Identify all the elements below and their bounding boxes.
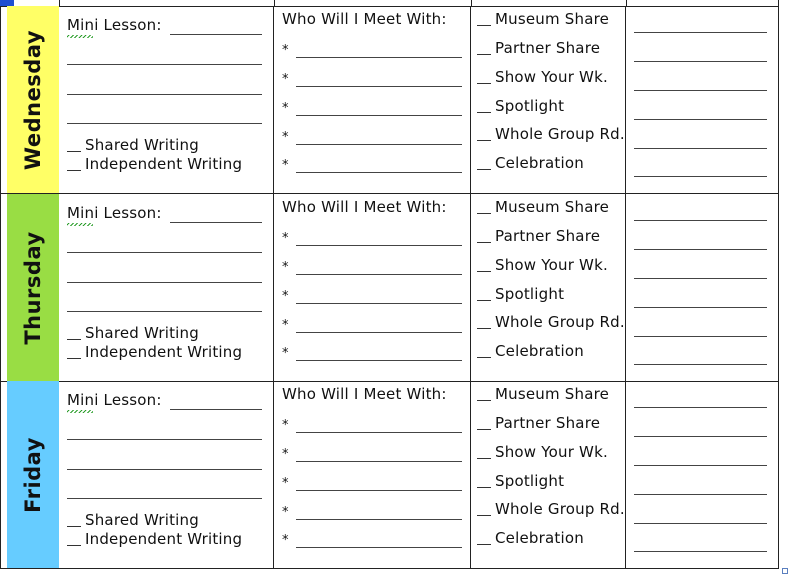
bullet: * [282,418,289,433]
checkbox-blank[interactable] [477,316,491,329]
meet-with-line[interactable] [296,172,462,173]
notes-line[interactable] [634,148,767,149]
mini-lesson-line[interactable] [67,439,262,440]
shared-writing-option[interactable]: Shared Writing [67,511,199,529]
mini-lesson-label: Mini Lesson: [67,204,162,222]
meet-with-header: Who Will I Meet With: [282,10,447,28]
notes-line[interactable] [634,307,767,308]
checkbox-blank[interactable] [67,514,81,527]
meet-with-header: Who Will I Meet With: [282,198,447,216]
mini-lesson-line[interactable] [67,94,262,95]
share-option[interactable]: Spotlight [477,285,564,303]
mini-lesson-cell [59,381,274,568]
meet-with-cell [274,194,471,381]
mini-lesson-line[interactable] [67,252,262,253]
mini-lesson-line[interactable] [67,498,262,499]
spellcheck-underline [67,35,93,38]
meet-with-line[interactable] [296,144,462,145]
share-option[interactable]: Museum Share [477,198,609,216]
bullet: * [282,101,289,116]
share-option[interactable]: Spotlight [477,472,564,490]
checkbox-blank[interactable] [67,327,81,340]
share-option[interactable]: Celebration [477,154,584,172]
share-option[interactable]: Spotlight [477,97,564,115]
notes-line[interactable] [634,364,767,365]
day-cell [0,6,59,193]
checkbox-blank[interactable] [477,446,491,459]
meet-with-line[interactable] [296,57,462,58]
mini-lesson-line[interactable] [67,469,262,470]
share-option[interactable]: Show Your Wk. [477,443,608,461]
share-option[interactable]: Celebration [477,342,584,360]
notes-line[interactable] [634,119,767,120]
shared-writing-option[interactable]: Shared Writing [67,324,199,342]
bullet: * [282,346,289,361]
meet-with-line[interactable] [296,245,462,246]
meet-with-line[interactable] [296,461,462,462]
meet-with-line[interactable] [296,115,462,116]
mini-lesson-label: Mini Lesson: [67,391,162,409]
notes-line[interactable] [634,61,767,62]
meet-with-cell [274,381,471,568]
independent-writing-option[interactable]: Independent Writing [67,155,242,173]
bullet: * [282,533,289,548]
spellcheck-underline [67,223,93,226]
mini-lesson-line[interactable] [67,123,262,124]
checkbox-blank[interactable] [477,42,491,55]
checkbox-blank[interactable] [67,139,81,152]
day-row [0,194,779,382]
checkbox-blank[interactable] [477,230,491,243]
meet-with-line[interactable] [296,547,462,548]
spellcheck-underline [67,410,93,413]
notes-line[interactable] [634,465,767,466]
day-label: Wednesday [21,29,45,170]
share-options-cell [471,381,626,568]
notes-cell [626,381,779,568]
notes-line[interactable] [634,436,767,437]
share-option[interactable]: Museum Share [477,385,609,403]
mini-lesson-line[interactable] [67,311,262,312]
day-row [0,381,779,569]
day-cell [0,194,59,381]
mini-lesson-line[interactable] [170,222,262,223]
checkbox-blank[interactable] [477,71,491,84]
day-label: Thursday [21,230,45,345]
checkbox-blank[interactable] [477,128,491,141]
bullet: * [282,130,289,145]
checkbox-blank[interactable] [477,259,491,272]
share-option[interactable]: Partner Share [477,414,600,432]
mini-lesson-label: Mini Lesson: [67,16,162,34]
mini-lesson-line[interactable] [170,34,262,35]
day-cell [0,381,59,568]
bullet: * [282,318,289,333]
share-option[interactable]: Show Your Wk. [477,256,608,274]
notes-line[interactable] [634,551,767,552]
meet-with-header: Who Will I Meet With: [282,385,447,403]
meet-with-line[interactable] [296,360,462,361]
meet-with-line[interactable] [296,332,462,333]
bullet: * [282,231,289,246]
independent-writing-option[interactable]: Independent Writing [67,530,242,548]
share-option[interactable]: Whole Group Rd. [477,313,625,331]
meet-with-line[interactable] [296,86,462,87]
day-row [0,6,779,194]
meet-with-cell [274,6,471,193]
checkbox-blank[interactable] [477,503,491,516]
checkbox-blank[interactable] [67,346,81,359]
checkbox-blank[interactable] [477,532,491,545]
meet-with-line[interactable] [296,519,462,520]
notes-line[interactable] [634,407,767,408]
independent-writing-option[interactable]: Independent Writing [67,343,242,361]
notes-cell [626,194,779,381]
shared-writing-option[interactable]: Shared Writing [67,136,199,154]
share-options-cell [471,6,626,193]
share-option[interactable]: Partner Share [477,39,600,57]
bullet: * [282,447,289,462]
bullet: * [282,476,289,491]
share-option[interactable]: Show Your Wk. [477,68,608,86]
meet-with-line[interactable] [296,490,462,491]
share-option[interactable]: Whole Group Rd. [477,500,625,518]
meet-with-line[interactable] [296,432,462,433]
share-option[interactable]: Whole Group Rd. [477,125,625,143]
checkbox-blank[interactable] [477,100,491,113]
checkbox-blank[interactable] [67,533,81,546]
mini-lesson-line[interactable] [170,409,262,410]
notes-line[interactable] [634,176,767,177]
bullet: * [282,289,289,304]
share-option[interactable]: Partner Share [477,227,600,245]
bullet: * [282,260,289,275]
notes-line[interactable] [634,494,767,495]
mini-lesson-line[interactable] [67,282,262,283]
notes-line[interactable] [634,249,767,250]
checkbox-blank[interactable] [477,13,491,26]
checkbox-blank[interactable] [477,475,491,488]
bullet: * [282,158,289,173]
share-option[interactable]: Celebration [477,529,584,547]
notes-line[interactable] [634,336,767,337]
checkbox-blank[interactable] [477,157,491,170]
notes-line[interactable] [634,220,767,221]
meet-with-line[interactable] [296,303,462,304]
notes-line[interactable] [634,90,767,91]
checkbox-blank[interactable] [477,288,491,301]
meet-with-line[interactable] [296,274,462,275]
share-options-cell [471,194,626,381]
bullet: * [282,72,289,87]
mini-lesson-line[interactable] [67,64,262,65]
mini-lesson-cell [59,194,274,381]
checkbox-blank[interactable] [477,417,491,430]
day-label: Friday [21,436,45,513]
mini-lesson-cell [59,6,274,193]
checkbox-blank[interactable] [477,345,491,358]
checkbox-blank[interactable] [477,388,491,401]
resize-handle[interactable] [782,568,788,574]
bullet: * [282,505,289,520]
notes-line[interactable] [634,523,767,524]
notes-line[interactable] [634,32,767,33]
share-option[interactable]: Museum Share [477,10,609,28]
notes-cell [626,6,779,193]
notes-line[interactable] [634,278,767,279]
bullet: * [282,43,289,58]
checkbox-blank[interactable] [477,201,491,214]
checkbox-blank[interactable] [67,158,81,171]
